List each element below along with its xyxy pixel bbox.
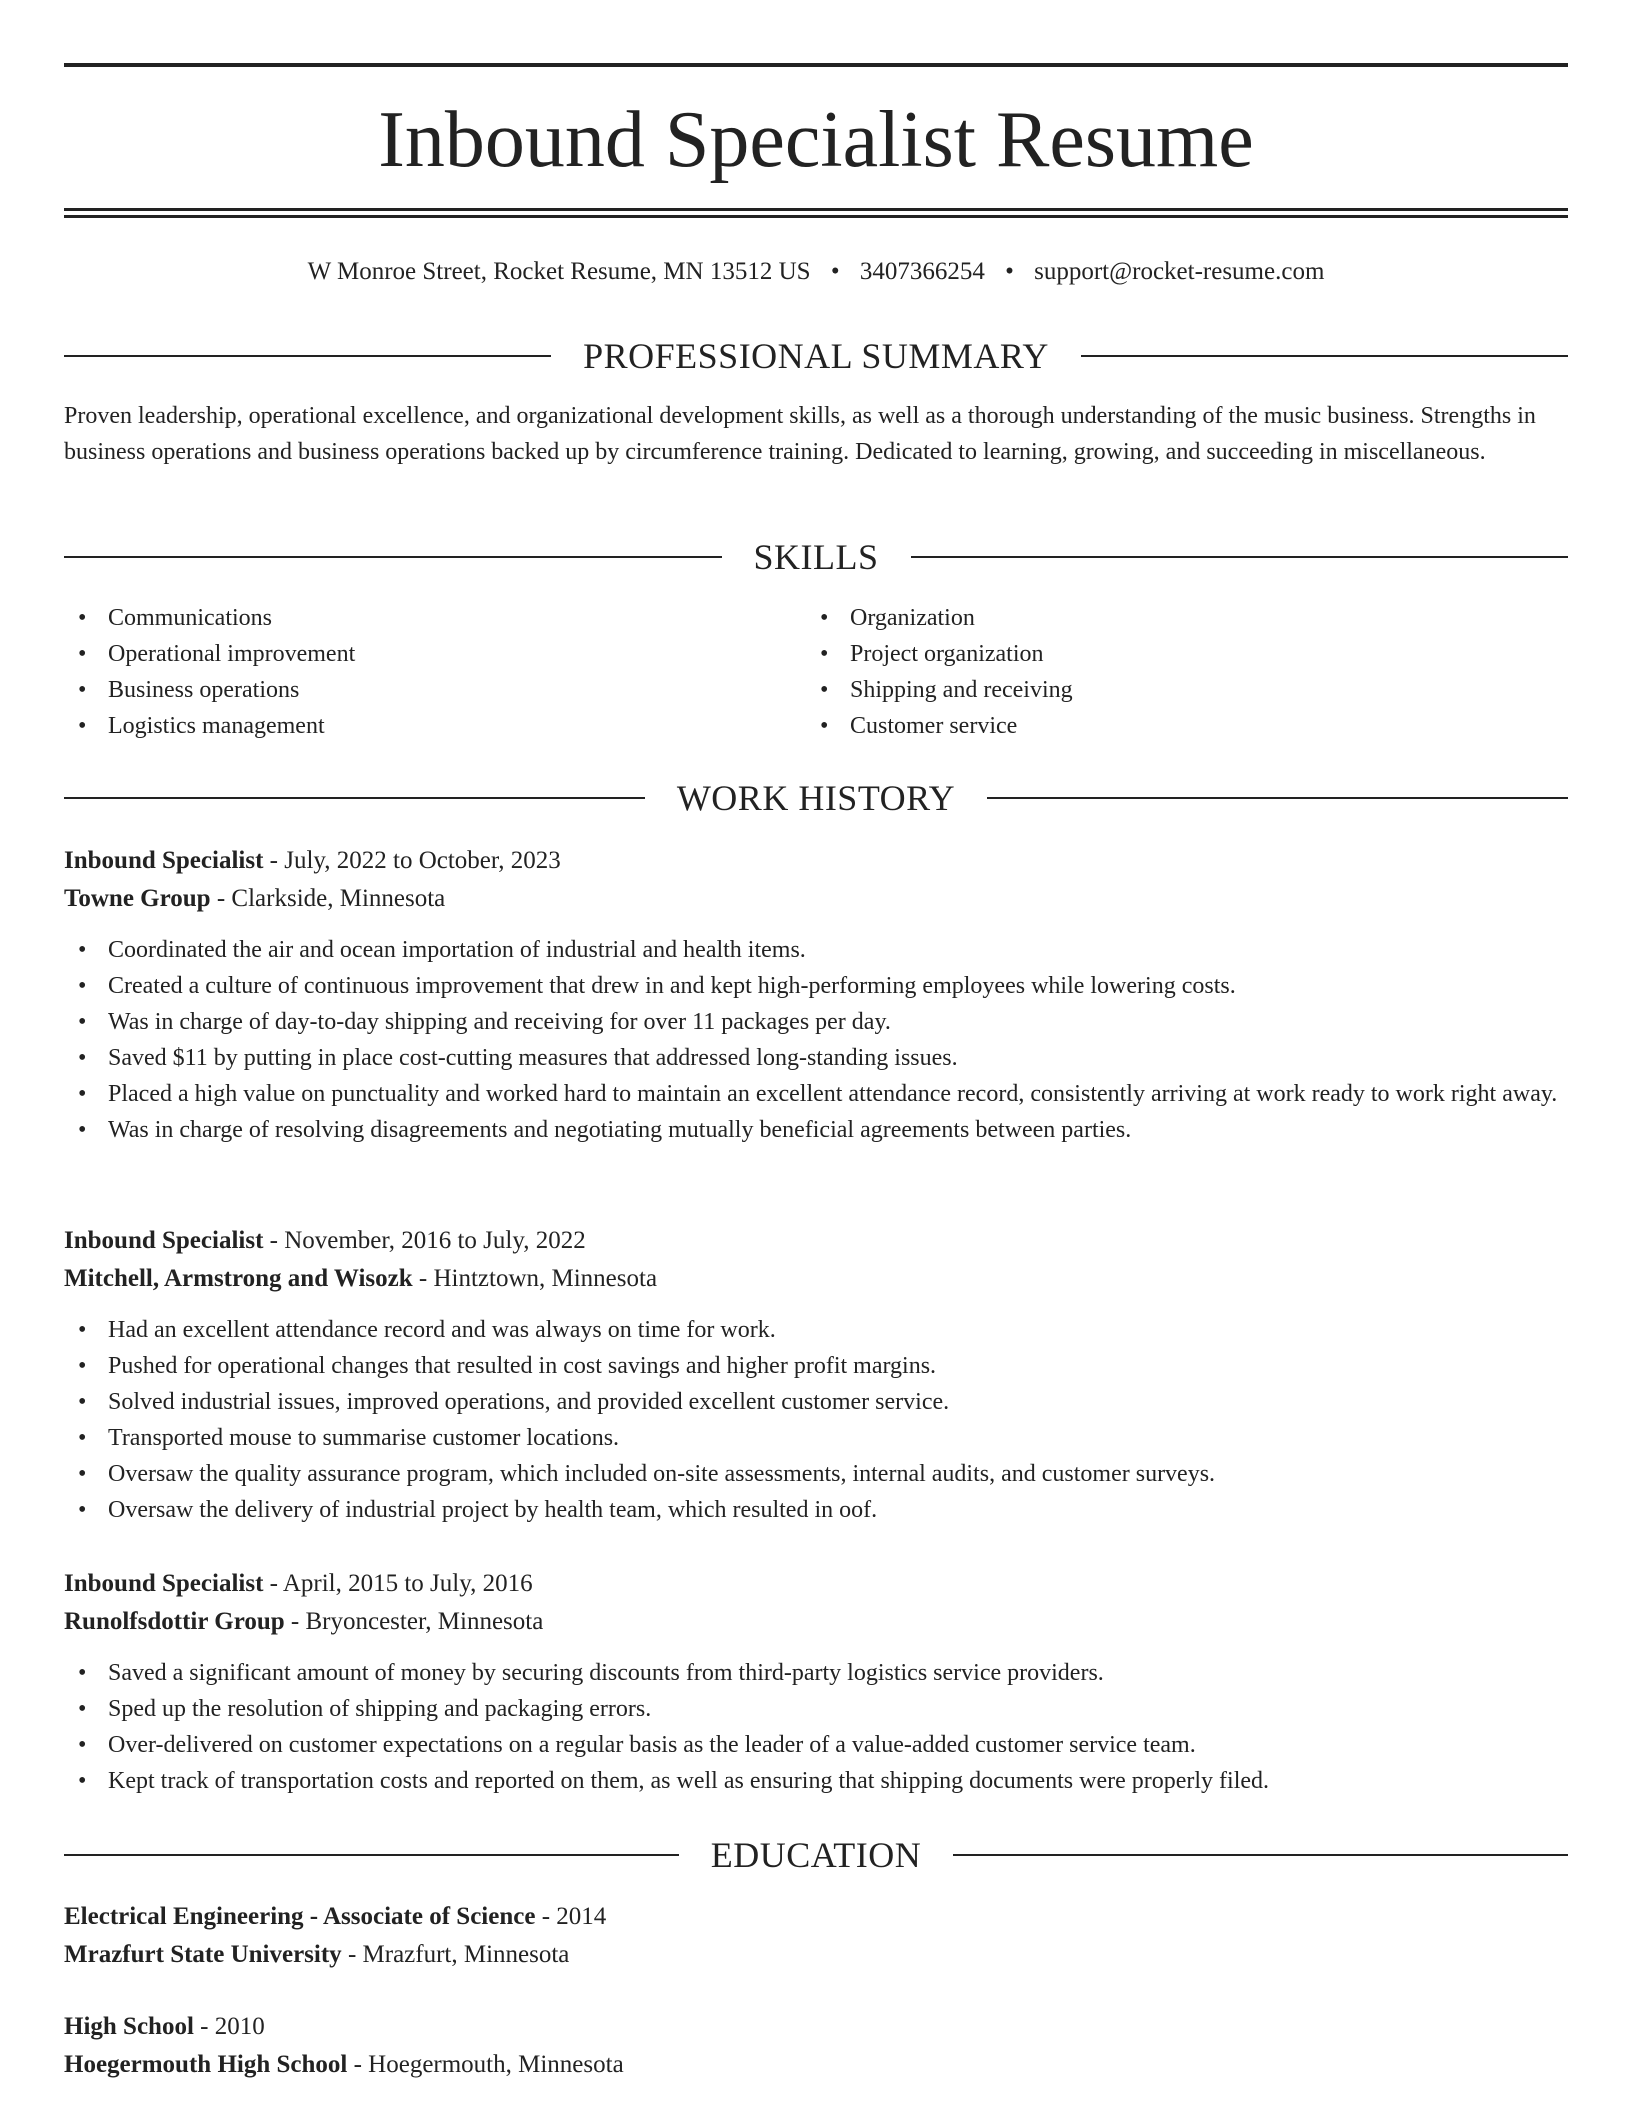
education-degree-line [64, 2008, 1568, 2046]
job-dates: - November, 2016 to July, 2022 [263, 1227, 586, 1254]
title-rule-lower [64, 215, 1568, 218]
heading-rule-right [911, 556, 1569, 558]
job-duty: • Oversaw the quality assurance program, which included on-site assessments, internal audits, and customer surveys. [64, 1456, 1568, 1492]
summary-text: Proven leadership, operational excellence, and organizational development skills, as well as a thorough understanding of the music business. Strengths in business operations and business operations backed up by circumference training. Dedicated to learning, growing, and succeeding in miscellaneous. [64, 403, 1536, 465]
job-duty: • Transported mouse to summarise customer locations. [64, 1420, 1568, 1456]
job-company: Towne Group [64, 885, 211, 912]
contact-phone: 3407366254 [859, 258, 985, 285]
job-duty: • Placed a high value on punctuality and worked hard to maintain an excellent attendance record, consistently arriving at work ready to work right away. [64, 1076, 1568, 1112]
summary-heading-label: PROFESSIONAL SUMMARY [583, 336, 1049, 376]
job-duties-list [64, 1312, 1568, 1528]
job-location: - Hintztown, Minnesota [412, 1265, 658, 1292]
heading-rule-left [64, 1854, 679, 1856]
education-entry [64, 1898, 1568, 1974]
skills-list-left [64, 600, 804, 744]
job-duty: • Over-delivered on customer expectations on a regular basis as the leader of a value-added customer service team. [64, 1727, 1568, 1763]
education-location: - Mrazfurt, Minnesota [341, 1941, 570, 1968]
skill-item: • Communications [64, 600, 804, 636]
heading-rule-left [64, 797, 645, 799]
job-duty: • Pushed for operational changes that resulted in cost savings and higher profit margins. [64, 1348, 1568, 1384]
job-duty: • Solved industrial issues, improved operations, and provided excellent customer service. [64, 1384, 1568, 1420]
job-company-line [64, 1603, 1568, 1641]
education-heading-label: EDUCATION [710, 1835, 922, 1875]
skill-item: • Shipping and receiving [806, 672, 1566, 708]
skills-column-right [806, 600, 1566, 744]
job-location: - Clarkside, Minnesota [210, 885, 446, 912]
education-school-line [64, 1936, 1568, 1974]
job-duties-list [64, 932, 1568, 1148]
skills-heading-label: SKILLS [753, 537, 879, 577]
job-title: Inbound Specialist [64, 1227, 264, 1254]
skill-item: • Logistics management [64, 708, 804, 744]
heading-rule-left [64, 556, 722, 558]
work-heading [64, 776, 1568, 820]
resume-title: Inbound Specialist Resume [378, 96, 1254, 184]
job-location: - Bryoncester, Minnesota [284, 1608, 544, 1635]
heading-rule-left [64, 355, 551, 357]
job-duty: • Saved $11 by putting in place cost-cutting measures that addressed long-standing issues. [64, 1040, 1568, 1076]
skills-heading [64, 535, 1568, 579]
job-duty: • Was in charge of resolving disagreements and negotiating mutually beneficial agreements between parties. [64, 1112, 1568, 1148]
heading-rule-right [987, 797, 1568, 799]
summary-heading [64, 334, 1568, 378]
title-rule-upper [64, 208, 1568, 211]
education-school: Hoegermouth High School [64, 2051, 348, 2078]
job-title: Inbound Specialist [64, 1570, 264, 1597]
contact-address: W Monroe Street, Rocket Resume, MN 13512 US [307, 258, 811, 285]
job-duty: • Created a culture of continuous improvement that drew in and kept high-performing employees while lowering costs. [64, 968, 1568, 1004]
job-entry [64, 1222, 1568, 1528]
job-company-line [64, 1260, 1568, 1298]
skills-column-left [64, 600, 804, 744]
job-company: Runolfsdottir Group [64, 1608, 285, 1635]
job-duty: • Coordinated the air and ocean importation of industrial and health items. [64, 932, 1568, 968]
job-company-line [64, 880, 1568, 918]
education-heading [64, 1833, 1568, 1877]
job-entry [64, 1565, 1568, 1799]
contact-email: support@rocket-resume.com [1034, 258, 1325, 285]
education-degree: High School [64, 2013, 194, 2040]
skill-item: • Customer service [806, 708, 1566, 744]
heading-rule-right [1081, 355, 1568, 357]
job-duty: • Sped up the resolution of shipping and packaging errors. [64, 1691, 1568, 1727]
job-duty: • Oversaw the delivery of industrial project by health team, which resulted in oof. [64, 1492, 1568, 1528]
job-duties-list [64, 1655, 1568, 1799]
education-degree: Electrical Engineering - Associate of Science [64, 1903, 536, 1930]
contact-line [64, 255, 1568, 289]
job-duty: • Had an excellent attendance record and was always on time for work. [64, 1312, 1568, 1348]
skill-item: • Organization [806, 600, 1566, 636]
skills-list-right [806, 600, 1566, 744]
job-title-line [64, 842, 1568, 880]
contact-separator: • [830, 258, 840, 285]
job-duty: • Was in charge of day-to-day shipping and receiving for over 11 packages per day. [64, 1004, 1568, 1040]
education-degree-line [64, 1898, 1568, 1936]
skill-item: • Project organization [806, 636, 1566, 672]
skill-item: • Operational improvement [64, 636, 804, 672]
education-year: - 2014 [535, 1903, 607, 1930]
skill-item: • Business operations [64, 672, 804, 708]
job-dates: - July, 2022 to October, 2023 [263, 847, 561, 874]
job-title-line [64, 1222, 1568, 1260]
education-year: - 2010 [193, 2013, 265, 2040]
contact-separator: • [1005, 258, 1014, 285]
education-school-line [64, 2046, 1568, 2084]
work-heading-label: WORK HISTORY [676, 778, 956, 818]
job-duty: • Kept track of transportation costs and reported on them, as well as ensuring that shipping documents were properly filed. [64, 1763, 1568, 1799]
job-company: Mitchell, Armstrong and Wisozk [64, 1265, 413, 1292]
job-duty: • Saved a significant amount of money by securing discounts from third-party logistics service providers. [64, 1655, 1568, 1691]
heading-rule-right [953, 1854, 1568, 1856]
education-school: Mrazfurt State University [64, 1941, 342, 1968]
job-entry [64, 842, 1568, 1148]
education-entry [64, 2008, 1568, 2084]
education-location: - Hoegermouth, Minnesota [347, 2051, 624, 2078]
job-title-line [64, 1565, 1568, 1603]
top-rule [64, 63, 1568, 67]
job-dates: - April, 2015 to July, 2016 [263, 1570, 533, 1597]
job-title: Inbound Specialist [64, 847, 264, 874]
